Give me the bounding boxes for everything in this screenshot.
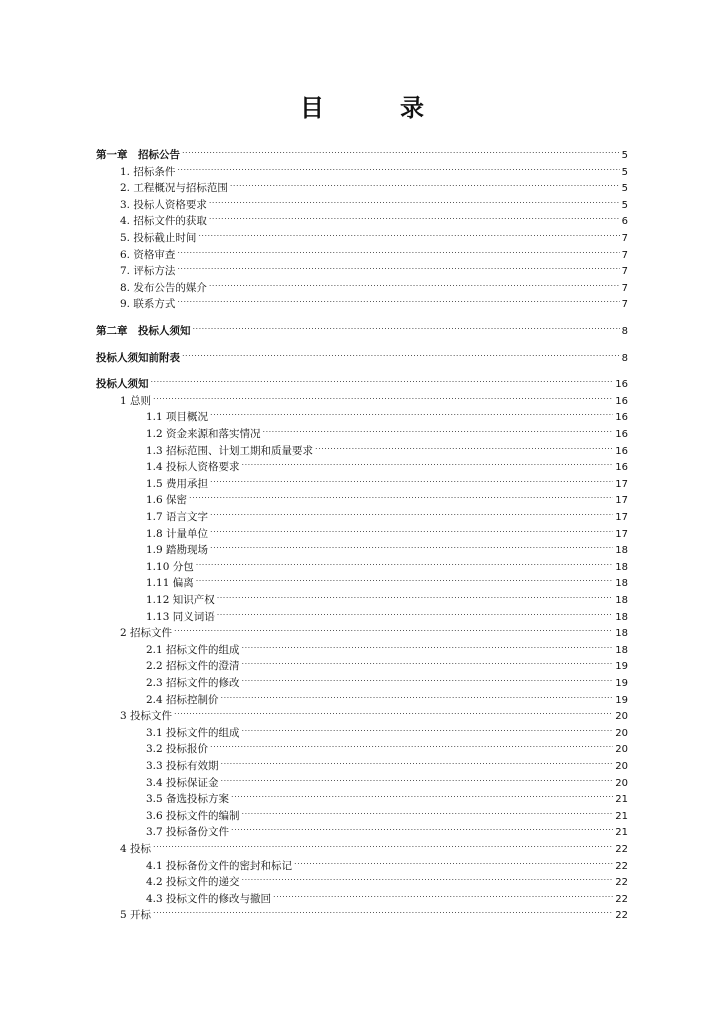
toc-entry[interactable] [120, 836, 628, 855]
toc-page-number: 19 [615, 661, 628, 673]
toc-entry[interactable] [146, 438, 628, 457]
toc-entry-label: 4.1 投标备份文件的密封和标记 [146, 859, 293, 872]
toc-leader-dots [210, 736, 613, 752]
toc-leader-dots [231, 819, 613, 835]
toc-leader-dots [174, 620, 613, 636]
toc-leader-dots [242, 869, 614, 885]
toc-page-number: 17 [615, 512, 628, 523]
toc-entry-label: 第一章 招标公告 [96, 149, 180, 161]
toc-entry-label: 1. 招标条件 [120, 165, 176, 178]
toc-page-number: 19 [615, 694, 628, 706]
toc-entry[interactable] [146, 853, 628, 872]
toc-page-number: 18 [615, 644, 628, 656]
toc-leader-dots [217, 587, 614, 603]
toc-leader-dots [210, 521, 613, 537]
toc-entry[interactable] [146, 504, 628, 523]
toc-entry-label: 2. 工程概况与招标范围 [120, 182, 228, 195]
toc-page-number: 16 [615, 462, 628, 474]
toc-entry[interactable] [146, 471, 628, 490]
toc-entry-label: 1.11 偏离 [146, 577, 194, 590]
toc-entry[interactable] [146, 653, 628, 673]
toc-entry[interactable] [96, 318, 628, 337]
toc-entry-label: 3.1 投标文件的组成 [146, 726, 240, 739]
toc-entry[interactable] [146, 587, 628, 606]
toc-entry-label: 4. 招标文件的获取 [120, 215, 207, 228]
toc-page-number: 17 [615, 528, 628, 540]
toc-page-number: 16 [615, 445, 628, 457]
toc-leader-dots [209, 208, 620, 224]
toc-entry[interactable] [120, 225, 628, 244]
toc-entry[interactable] [120, 175, 628, 195]
toc-entry-label: 5. 投标截止时间 [120, 232, 197, 244]
toc-leader-dots [151, 371, 614, 387]
toc-entry[interactable] [96, 142, 628, 161]
toc-entry[interactable] [120, 242, 628, 261]
toc-entry[interactable] [120, 192, 628, 211]
toc-page-number: 16 [615, 412, 628, 424]
toc-entry[interactable] [146, 487, 628, 507]
toc-page-number: 21 [615, 810, 628, 822]
toc-entry-label: 1.10 分包 [146, 560, 194, 573]
toc-entry-label: 2 招标文件 [120, 627, 173, 640]
toc-leader-dots [177, 291, 619, 307]
toc-page-number: 21 [615, 794, 628, 806]
toc-entry-label: 6. 资格审查 [120, 248, 176, 261]
toc-entry[interactable] [146, 753, 628, 772]
toc-page-number: 22 [615, 910, 628, 922]
toc-leader-dots [221, 687, 614, 703]
toc-leader-dots [294, 853, 613, 869]
toc-page-number: 16 [615, 429, 628, 440]
toc-entry[interactable] [120, 620, 628, 640]
toc-entry[interactable] [146, 770, 628, 789]
toc-entry[interactable] [146, 819, 628, 839]
toc-leader-dots [196, 554, 614, 570]
toc-entry-label: 1.13 同义词语 [146, 610, 215, 623]
toc-entry[interactable] [120, 258, 628, 278]
toc-entry[interactable] [146, 670, 628, 689]
toc-leader-dots [217, 604, 614, 620]
toc-leader-dots [193, 318, 620, 334]
toc-page-number: 5 [621, 183, 628, 195]
toc-entry-label: 1 总则 [120, 394, 152, 407]
toc-leader-dots [177, 258, 619, 274]
toc-entry-label: 2.2 招标文件的澄清 [146, 660, 240, 673]
toc-entry-label: 1.7 语言文字 [146, 511, 209, 523]
toc-entry-label: 1.9 踏勘现场 [146, 544, 209, 557]
toc-page-number: 7 [621, 266, 628, 278]
toc-page-number: 20 [615, 761, 628, 772]
toc-entry[interactable] [96, 345, 628, 364]
toc-leader-dots [242, 637, 614, 653]
toc-leader-dots [177, 159, 619, 175]
toc-entry[interactable] [120, 159, 628, 178]
toc-entry[interactable] [120, 208, 628, 228]
toc-leader-dots [242, 670, 614, 686]
toc-leader-dots [315, 438, 613, 454]
toc-page-number: 18 [615, 545, 628, 557]
toc-leader-dots [174, 703, 613, 719]
toc-leader-dots [242, 720, 614, 736]
toc-entry-label: 5 开标 [120, 909, 152, 922]
toc-page-number: 5 [621, 199, 628, 211]
toc-entry-label: 1.6 保密 [146, 494, 188, 507]
toc-leader-dots [273, 886, 613, 902]
toc-entry[interactable] [146, 803, 628, 822]
toc-entry-label: 1.2 资金来源和落实情况 [146, 428, 261, 440]
toc-entry-label: 2.3 招标文件的修改 [146, 677, 240, 689]
toc-leader-dots [182, 345, 620, 361]
toc-page-number: 17 [615, 495, 628, 507]
toc-entry-label: 1.3 招标范围、计划工期和质量要求 [146, 444, 314, 457]
toc-page-number: 5 [621, 150, 628, 161]
toc-leader-dots [230, 175, 620, 191]
toc-entry[interactable] [146, 521, 628, 540]
toc-entry[interactable] [146, 869, 628, 889]
toc-entry[interactable] [120, 291, 628, 311]
toc-entry[interactable] [120, 275, 628, 294]
toc-entry[interactable] [120, 902, 628, 922]
toc-entry-label: 7. 评标方法 [120, 265, 176, 278]
toc-page-number: 18 [615, 611, 628, 623]
toc-page-number: 21 [615, 827, 628, 839]
toc-entry[interactable] [146, 687, 628, 706]
toc-entry-label: 3. 投标人资格要求 [120, 198, 207, 211]
toc-page-number: 16 [615, 395, 628, 407]
toc-leader-dots [198, 225, 619, 241]
toc-entry-label: 3 投标文件 [120, 710, 173, 723]
toc-entry-label: 1.12 知识产权 [146, 594, 215, 606]
toc-entry[interactable] [146, 454, 628, 474]
toc-page-number: 17 [615, 478, 628, 490]
toc-page-number: 19 [615, 678, 628, 689]
toc-entry[interactable] [146, 537, 628, 557]
toc-leader-dots [210, 504, 613, 520]
toc-entry[interactable] [146, 570, 628, 590]
toc-entry-label: 3.7 投标备份文件 [146, 826, 230, 839]
toc-page-number: 5 [621, 166, 628, 178]
toc-entry[interactable] [146, 421, 628, 440]
toc-leader-dots [210, 471, 613, 487]
toc-page-number: 7 [621, 233, 628, 244]
toc-entry-label: 1.4 投标人资格要求 [146, 461, 240, 474]
toc-entry-label: 3.2 投标报价 [146, 743, 209, 756]
toc-entry[interactable] [146, 786, 628, 806]
toc-page-number: 7 [621, 249, 628, 261]
toc-entry-label: 8. 发布公告的媒介 [120, 281, 207, 294]
toc-page-number: 7 [621, 299, 628, 311]
toc-entry-label: 3.6 投标文件的编制 [146, 809, 240, 822]
toc-entry-label: 4 投标 [120, 843, 152, 855]
toc-page-number: 20 [615, 711, 628, 723]
toc-leader-dots [177, 242, 619, 258]
toc-leader-dots [209, 192, 620, 208]
toc-entry-label: 3.3 投标有效期 [146, 760, 219, 772]
toc-entry-label: 投标人须知前附表 [96, 351, 180, 364]
toc-entry-label: 2.1 招标文件的组成 [146, 643, 240, 656]
toc-entry[interactable] [120, 388, 628, 407]
toc-leader-dots [242, 454, 614, 470]
toc-title: 目 录 [300, 94, 450, 122]
toc-leader-dots [196, 570, 614, 586]
toc-page-number: 18 [615, 578, 628, 590]
toc-page-number: 20 [615, 744, 628, 756]
toc-leader-dots [263, 421, 614, 437]
toc-leader-dots [153, 388, 613, 404]
toc-entry[interactable] [146, 554, 628, 573]
toc-leader-dots [153, 836, 613, 852]
toc-entry-label: 1.1 项目概况 [146, 411, 209, 424]
toc-page-number: 20 [615, 727, 628, 739]
toc-entry-label: 3.4 投标保证金 [146, 776, 219, 789]
toc-entry[interactable] [96, 371, 628, 391]
toc-leader-dots [209, 275, 620, 291]
toc-page-number: 22 [615, 860, 628, 872]
toc-page-number: 22 [615, 893, 628, 905]
toc-entry-label: 4.3 投标文件的修改与撤回 [146, 892, 272, 905]
toc-entry[interactable] [146, 404, 628, 424]
toc-leader-dots [153, 902, 613, 918]
toc-page-number: 7 [621, 282, 628, 294]
toc-entry-label: 9. 联系方式 [120, 298, 176, 311]
toc-page-number: 6 [621, 216, 628, 228]
toc-page-number: 22 [615, 877, 628, 889]
toc-entry-label: 4.2 投标文件的递交 [146, 876, 240, 889]
toc-entry[interactable] [146, 886, 628, 905]
toc-page-number: 22 [615, 844, 628, 855]
toc-entry-label: 3.5 备选投标方案 [146, 793, 230, 806]
toc-page-number: 18 [615, 628, 628, 640]
toc-page-number: 8 [621, 352, 628, 364]
toc-leader-dots [210, 537, 613, 553]
toc-entry[interactable] [120, 703, 628, 723]
toc-leader-dots [242, 653, 614, 669]
toc-entry-label: 第二章 投标人须知 [96, 325, 191, 337]
toc-entry-label: 投标人须知 [96, 378, 149, 391]
toc-page-number: 20 [615, 777, 628, 789]
toc-leader-dots [189, 487, 613, 503]
toc-entry-label: 1.8 计量单位 [146, 527, 209, 540]
toc-entry[interactable] [146, 637, 628, 656]
toc-entry-label: 1.5 费用承担 [146, 477, 209, 490]
toc-leader-dots [221, 770, 614, 786]
toc-entry[interactable] [146, 604, 628, 623]
toc-page-number: 8 [621, 326, 628, 337]
toc-entry[interactable] [146, 736, 628, 756]
toc-page-number: 16 [615, 379, 628, 391]
toc-leader-dots [221, 753, 614, 769]
toc-leader-dots [231, 786, 613, 802]
toc-page-number: 18 [615, 561, 628, 573]
toc-entry[interactable] [146, 720, 628, 739]
toc-leader-dots [182, 142, 620, 158]
toc-leader-dots [242, 803, 614, 819]
toc-page-number: 18 [615, 595, 628, 606]
toc-leader-dots [210, 404, 613, 420]
toc-entry-label: 2.4 招标控制价 [146, 693, 219, 706]
